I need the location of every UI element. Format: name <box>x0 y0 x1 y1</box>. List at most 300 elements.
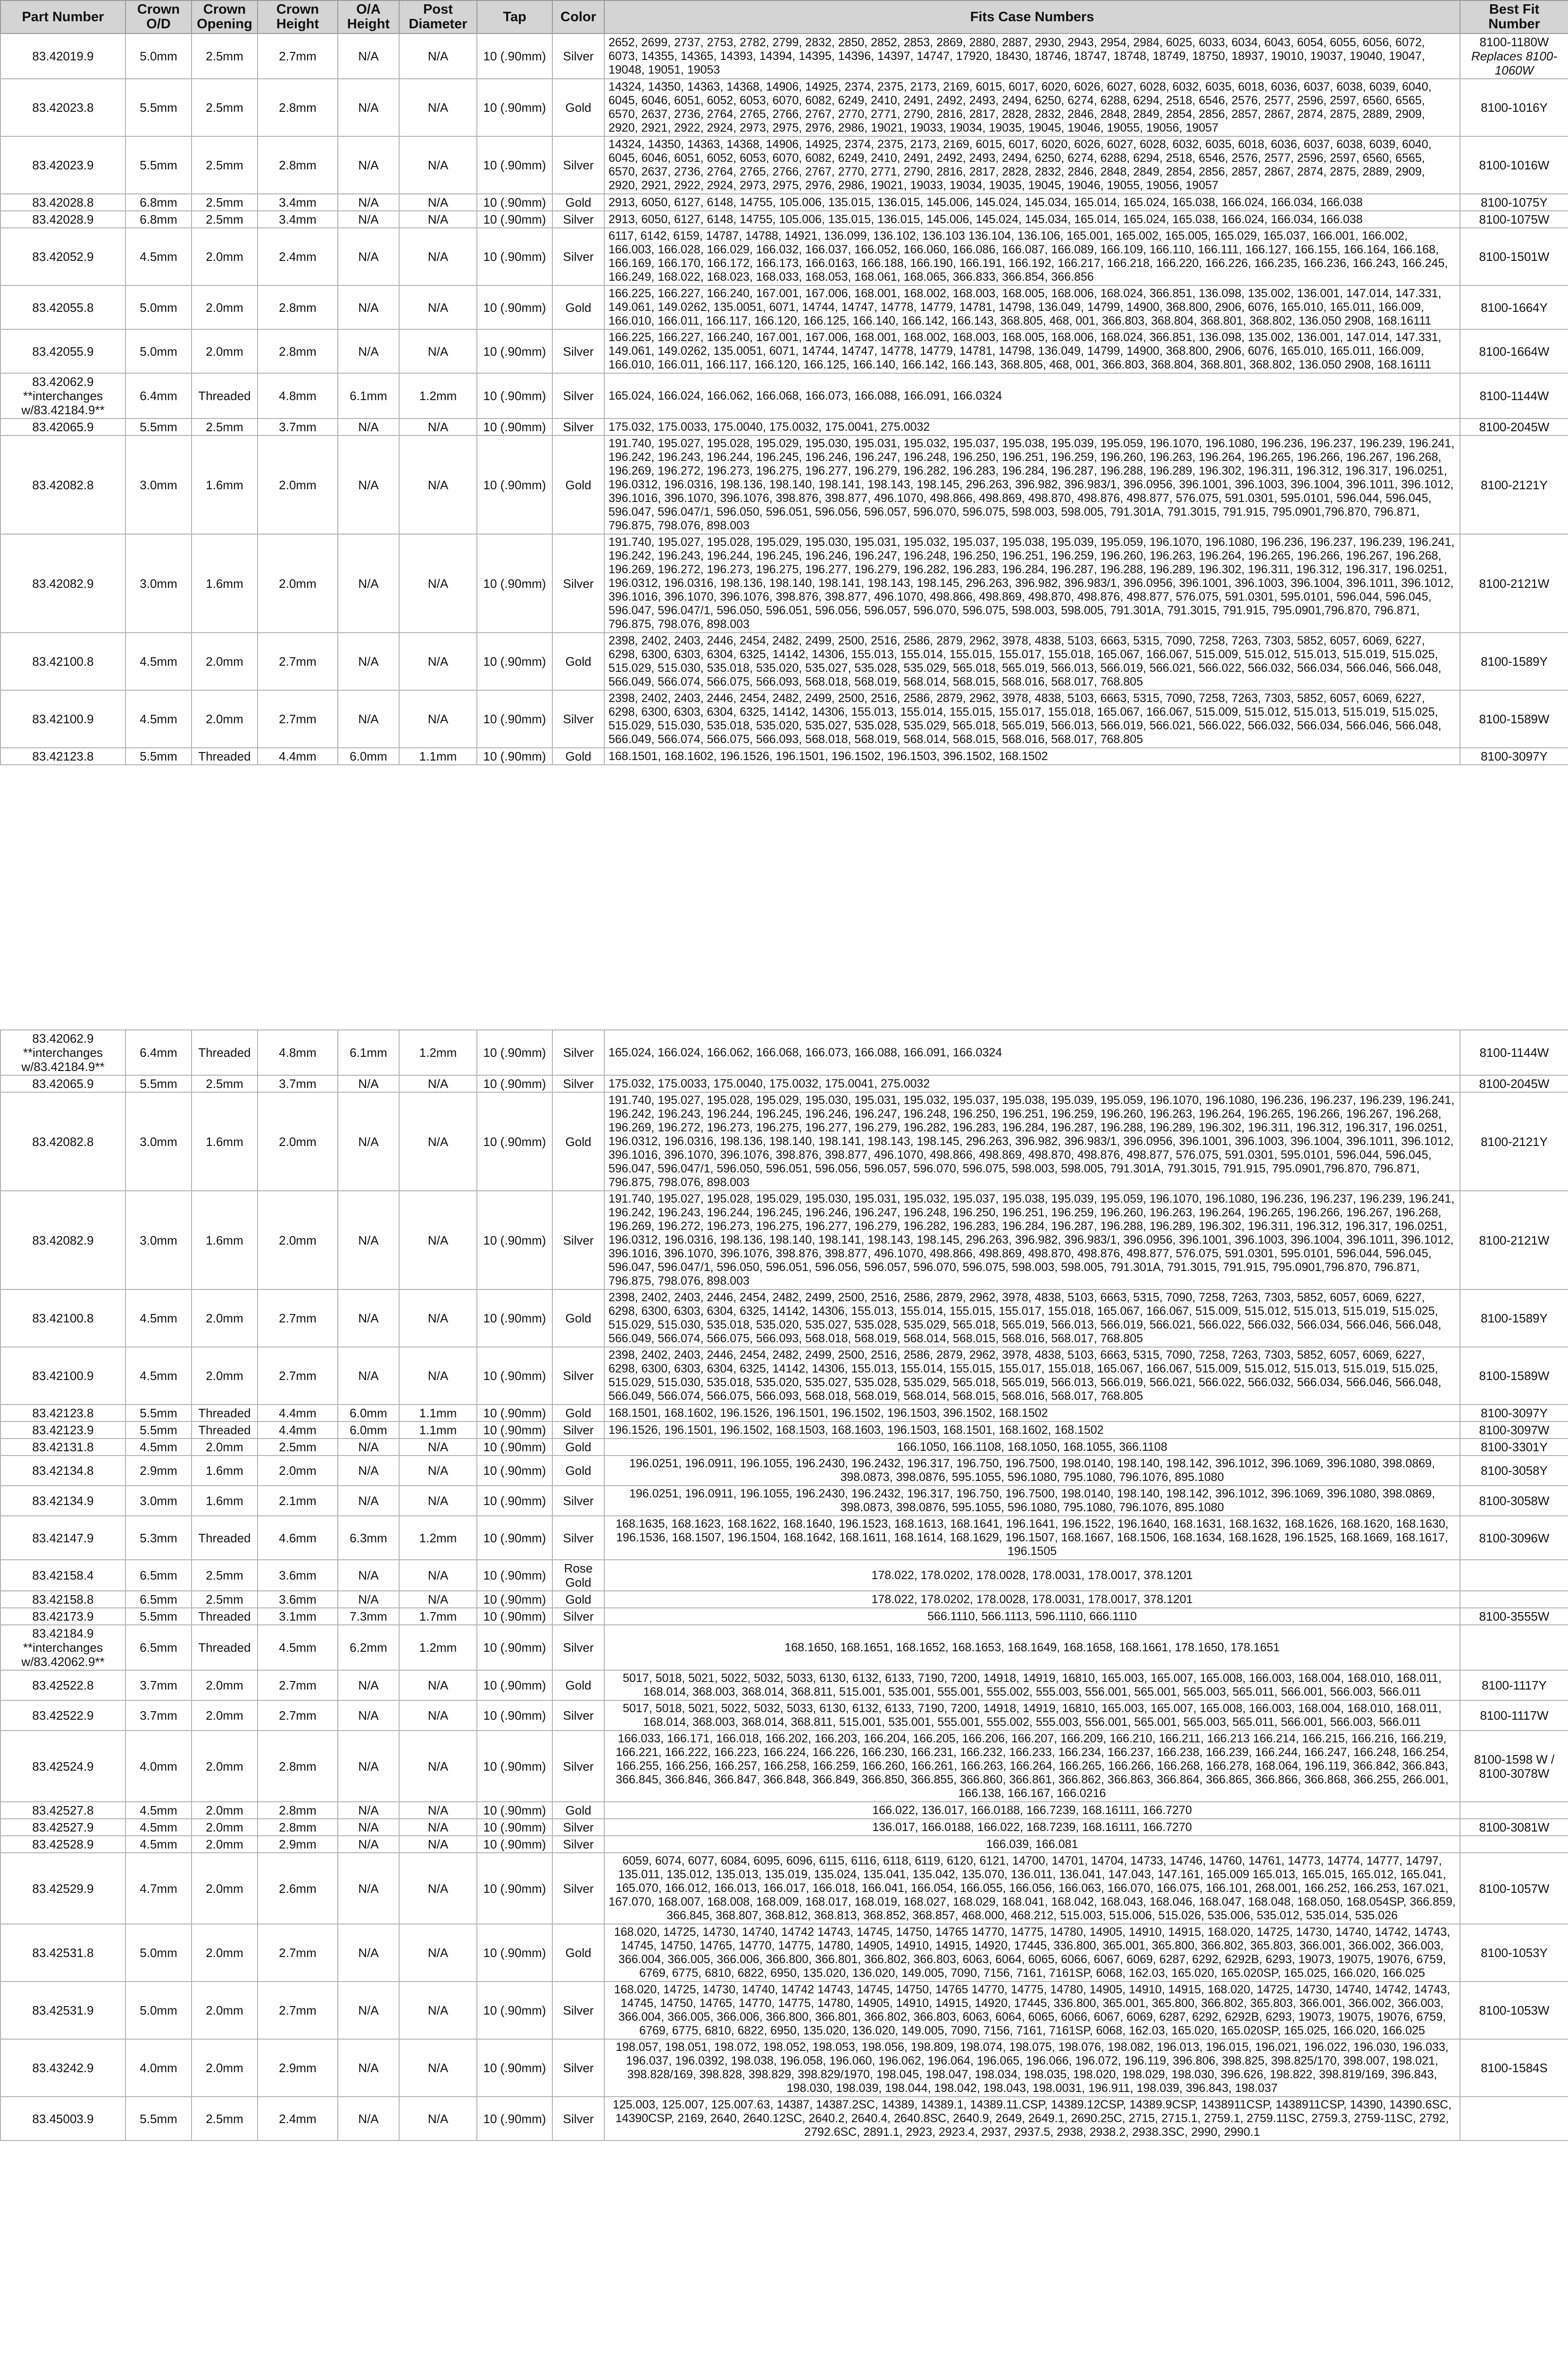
cell-crown-height-text: 4.6mm <box>279 1531 317 1545</box>
cell-crown-opening <box>192 748 258 765</box>
cell-oa-height <box>338 435 399 534</box>
cell-color-text: Silver <box>563 1077 594 1091</box>
cell-crown-opening <box>192 1030 258 1075</box>
cell-tap <box>477 1486 552 1516</box>
cell-part-number <box>0 633 125 690</box>
cell-tap <box>477 33 552 79</box>
cell-crown-od-text: 3.0mm <box>140 1134 177 1149</box>
cell-part-number <box>0 194 125 211</box>
cell-tap-text: 10 (.90mm) <box>483 749 546 763</box>
cell-crown-od <box>125 285 192 329</box>
cell-post-diameter <box>399 2097 477 2141</box>
cell-tap <box>477 1405 552 1422</box>
cell-oa-height-text: N/A <box>358 576 379 591</box>
cell-post-diameter <box>399 285 477 329</box>
cell-post-diameter-text: N/A <box>427 477 449 492</box>
cell-color-text: Gold <box>565 654 592 669</box>
cell-part-number <box>0 1802 125 1819</box>
cell-tap <box>477 633 552 690</box>
cell-crown-opening-text: 2.0mm <box>206 2003 243 2017</box>
cell-part-number-text: 83.42082.9 <box>32 1233 94 1247</box>
cell-tap-text: 10 (.90mm) <box>483 2111 546 2126</box>
cell-post-diameter <box>399 690 477 748</box>
cell-oa-height <box>338 1700 399 1731</box>
cell-best-fit-number <box>1460 1591 1568 1608</box>
cell-oa-height <box>338 228 399 285</box>
cell-fits-case-numbers-text: 196.1526, 196.1501, 196.1502, 168.1503, 168.1603, 196.1503, 168.1501, 168.1602, 168.1502 <box>609 1423 1104 1437</box>
cell-post-diameter <box>399 1439 477 1456</box>
cell-post-diameter <box>399 1700 477 1731</box>
cell-part-number-text: 83.42131.8 <box>32 1440 94 1454</box>
cell-color-text: Gold <box>565 1134 592 1149</box>
table-row <box>0 1836 1568 1853</box>
cell-crown-od <box>125 418 192 435</box>
cell-crown-height-text: 2.8mm <box>279 344 317 359</box>
table-row <box>0 418 1568 435</box>
cell-best-fit-number <box>1460 1924 1568 1982</box>
cell-crown-height <box>258 285 338 329</box>
cell-part-number-text: 83.42100.9 <box>32 1369 94 1383</box>
cell-part-number-text: 83.42527.9 <box>32 1820 94 1834</box>
cell-fits-case-numbers-text: 6117, 6142, 6159, 14787, 14788, 14921, 136.099, 136.102, 136.103 136.104, 136.106, 165.001, 165.002, 165.005, 165.029, 165.037, 166.001, 166.002, 166.003, 166.028, 166.029, 166.032, 166.037, 166.052, 166.060, 166.086, 166.087, 166.089, 166.109, 166.110, 166.111, 166.127, 166.155, 166.164, 166.168, 166.169, 166.170, 166.172, 166.173, 166.0163, 166.188, 166.190, 166.191, 166.192, 166.217, 166.218, 166.220, 166.226, 166.235, 166.236, 166.243, 166.245, 166.249, 168.022, 168.023, 168.033, 168.053, 168.061, 168.065, 366.833, 366.854, 366.856 <box>609 229 1448 284</box>
cell-tap <box>477 1347 552 1405</box>
cell-fits-case-numbers <box>604 136 1460 194</box>
cell-oa-height <box>338 1516 399 1560</box>
cell-fits-case-numbers <box>604 1347 1460 1405</box>
cell-post-diameter-text: N/A <box>427 100 449 115</box>
cell-crown-od-text: 4.5mm <box>140 1311 177 1325</box>
cell-oa-height-text: N/A <box>358 300 379 315</box>
cell-color-text: Silver <box>563 1423 594 1437</box>
header-oa-height: O/A Height <box>338 0 399 33</box>
cell-fits-case-numbers-text: 566.1110, 566.1113, 596.1110, 666.1110 <box>927 1609 1137 1623</box>
cell-fits-case-numbers-text: 168.1635, 168.1623, 168.1622, 168.1640, 196.1523, 168.1613, 168.1641, 196.1641, 196.1522, 196.1640, 168.1631, 168.1632, 168.1626, 168.1620, 168.1630, 196.1536, 168.1507, 196.1504, 168.1642, 168.1611, 168.1614, 168.1629, 196.1507, 168.1667, 168.1506, 168.1634, 168.1628, 196.1525, 168.1669, 168.1617, 196.1505 <box>616 1517 1449 1558</box>
cell-tap <box>477 1030 552 1075</box>
cell-best-fit-number-text: 8100-3555W <box>1479 1609 1550 1623</box>
cell-tap-text: 10 (.90mm) <box>483 1803 546 1817</box>
cell-tap <box>477 1670 552 1700</box>
cell-part-number-text: 83.42082.8 <box>32 477 94 492</box>
cell-best-fit-number <box>1460 534 1568 633</box>
cell-best-fit-number-text: 8100-1589W <box>1479 1369 1550 1383</box>
cell-crown-od <box>125 1924 192 1982</box>
table-row <box>0 2097 1568 2141</box>
cell-tap <box>477 418 552 435</box>
cell-part-number <box>0 1075 125 1092</box>
cell-best-fit-number <box>1460 79 1568 136</box>
cell-crown-opening-text: 2.0mm <box>206 1708 243 1723</box>
cell-fits-case-numbers-text: 6059, 6074, 6077, 6084, 6095, 6096, 6115, 6116, 6118, 6119, 6120, 6121, 14700, 14701, 14704, 14733, 14746, 14760, 14761, 14773, 14774, 14777, 14797, 135.011, 135.012, 135.013, 135.019, 135.024, 135.041, 135.042, 135.070, 136.011, 136.041, 147.043, 147.161, 165.009 165.013, 165.015, 165.012, 165.041, 165.070, 166.012, 166.013, 166.017, 166.018, 166.041, 166.054, 166.055, 166.056, 166.063, 166.070, 166.075, 166.101, 268.001, 166.252, 166.253, 167.021, 167.070, 168.007, 168.008, 168.009, 168.017, 168.019, 168.027, 168.029, 168.041, 168.042, 168.043, 168.046, 168.047, 168.048, 168.050, 168.054SP, 366.859, 366.845, 368.807, 368.812, 368.813, 368.852, 368.857, 468.000, 468.212, 515.003, 515.006, 515.026, 535.006, 535.012, 535.014, 535.026 <box>609 1854 1456 1922</box>
cell-part-number-text: 83.42082.9 <box>32 576 94 591</box>
cell-best-fit-number <box>1460 285 1568 329</box>
cell-crown-od <box>125 1347 192 1405</box>
header-tap: Tap <box>477 0 552 33</box>
table-row <box>0 1075 1568 1092</box>
cell-color-text: Silver <box>563 1820 594 1834</box>
cell-tap-text: 10 (.90mm) <box>483 158 546 172</box>
cell-fits-case-numbers <box>604 1191 1460 1289</box>
cell-best-fit-number-text: 8100-1075W <box>1479 212 1550 226</box>
cell-post-diameter-text: N/A <box>427 1494 449 1508</box>
cell-best-fit-number <box>1460 1819 1568 1836</box>
cell-crown-od-text: 4.5mm <box>140 654 177 669</box>
cell-crown-height-text: 2.7mm <box>279 1708 317 1723</box>
cell-crown-od <box>125 1982 192 2039</box>
cell-tap <box>477 1853 552 1924</box>
cell-crown-opening-text: Threaded <box>198 749 251 763</box>
cell-crown-od-text: 5.0mm <box>140 2003 177 2017</box>
cell-oa-height <box>338 1422 399 1439</box>
cell-post-diameter-text: 1.1mm <box>419 749 457 763</box>
cell-color-text: Silver <box>563 1759 594 1773</box>
table-row <box>0 1191 1568 1289</box>
cell-oa-height-text: N/A <box>358 477 379 492</box>
cell-crown-od-text: 3.0mm <box>140 576 177 591</box>
cell-crown-od-text: 5.5mm <box>140 1406 177 1420</box>
table-section-lower <box>0 1029 1568 2141</box>
cell-color <box>552 534 604 633</box>
cell-crown-height-text: 2.0mm <box>279 477 317 492</box>
cell-crown-od-text: 3.0mm <box>140 1494 177 1508</box>
cell-oa-height-text: 6.1mm <box>350 389 387 403</box>
cell-crown-od-text: 5.5mm <box>140 2111 177 2126</box>
cell-color <box>552 1560 604 1591</box>
cell-crown-od <box>125 1516 192 1560</box>
cell-tap-text: 10 (.90mm) <box>483 1820 546 1834</box>
table-row <box>0 1092 1568 1191</box>
table-row <box>0 1405 1568 1422</box>
cell-crown-opening-text: 1.6mm <box>206 1233 243 1247</box>
cell-crown-od <box>125 1819 192 1836</box>
cell-crown-opening <box>192 33 258 79</box>
cell-crown-height <box>258 534 338 633</box>
cell-post-diameter-text: N/A <box>427 420 449 434</box>
cell-fits-case-numbers <box>604 1591 1460 1608</box>
cell-color-text: Silver <box>563 1494 594 1508</box>
cell-part-number <box>0 285 125 329</box>
cell-best-fit-number-text: 8100-1589Y <box>1481 654 1548 669</box>
cell-post-diameter <box>399 1456 477 1486</box>
cell-fits-case-numbers-text: 175.032, 175.0033, 175.0040, 175.0032, 175.0041, 275.0032 <box>609 420 930 434</box>
cell-oa-height-text: N/A <box>358 1134 379 1149</box>
cell-fits-case-numbers <box>604 1456 1460 1486</box>
cell-crown-od <box>125 1456 192 1486</box>
cell-crown-height <box>258 1405 338 1422</box>
cell-part-number-text: 83.42019.9 <box>32 49 94 63</box>
cell-crown-height <box>258 1191 338 1289</box>
cell-tap-text: 10 (.90mm) <box>483 1311 546 1325</box>
cell-crown-opening <box>192 1422 258 1439</box>
cell-oa-height-text: N/A <box>358 1837 379 1851</box>
cell-part-number <box>0 1422 125 1439</box>
cell-best-fit-number-text: 8100-3096W <box>1479 1531 1550 1545</box>
table-body-upper <box>0 33 1568 765</box>
cell-color-text: Silver <box>563 1837 594 1851</box>
cell-crown-height-text: 4.4mm <box>279 1423 317 1437</box>
cell-crown-opening <box>192 1853 258 1924</box>
cell-fits-case-numbers-text: 5017, 5018, 5021, 5022, 5032, 5033, 6130, 6132, 6133, 7190, 7200, 14918, 14919, 16810, 165.003, 165.007, 165.008, 166.003, 168.004, 168.010, 168.011, 168.014, 368.003, 368.014, 368.811, 515.001, 535.001, 555.001, 555.002, 555.003, 556.001, 565.001, 565.003, 565.011, 566.001, 566.003, 566.011 <box>623 1702 1442 1729</box>
table-row <box>0 1608 1568 1625</box>
header-row <box>0 0 1568 33</box>
cell-crown-height-text: 3.4mm <box>279 195 317 209</box>
table-row <box>0 690 1568 748</box>
cell-post-diameter-text: N/A <box>427 2003 449 2017</box>
cell-crown-height <box>258 1982 338 2039</box>
table-row <box>0 33 1568 79</box>
cell-tap <box>477 1802 552 1819</box>
cell-crown-opening-text: 1.6mm <box>206 1464 243 1478</box>
cell-part-number-text: 83.42527.8 <box>32 1803 94 1817</box>
cell-best-fit-number <box>1460 633 1568 690</box>
cell-post-diameter <box>399 1486 477 1516</box>
table-row <box>0 211 1568 228</box>
cell-best-fit-number <box>1460 1853 1568 1924</box>
cell-tap-text: 10 (.90mm) <box>483 420 546 434</box>
cell-tap-text: 10 (.90mm) <box>483 1423 546 1437</box>
cell-crown-od-text: 3.0mm <box>140 1233 177 1247</box>
cell-crown-height-text: 2.7mm <box>279 2003 317 2017</box>
cell-crown-height-text: 2.7mm <box>279 1311 317 1325</box>
cell-tap-text: 10 (.90mm) <box>483 49 546 63</box>
cell-color <box>552 136 604 194</box>
cell-crown-height <box>258 1347 338 1405</box>
cell-crown-od-text: 5.5mm <box>140 1077 177 1091</box>
cell-color <box>552 2039 604 2097</box>
cell-best-fit-number <box>1460 33 1568 79</box>
cell-crown-opening-text: 2.0mm <box>206 1440 243 1454</box>
cell-color <box>552 1191 604 1289</box>
cell-post-diameter-text: N/A <box>427 344 449 359</box>
cell-tap <box>477 1731 552 1802</box>
cell-oa-height <box>338 194 399 211</box>
cell-post-diameter <box>399 1191 477 1289</box>
cell-part-number <box>0 534 125 633</box>
cell-fits-case-numbers <box>604 228 1460 285</box>
cell-color <box>552 1591 604 1608</box>
cell-crown-opening <box>192 418 258 435</box>
cell-fits-case-numbers-text: 2913, 6050, 6127, 6148, 14755, 105.006, 135.015, 136.015, 145.006, 145.024, 145.034, 165.014, 165.024, 165.038, 166.024, 166.034, 166.038 <box>609 212 1363 226</box>
cell-fits-case-numbers-text: 196.0251, 196.0911, 196.1055, 196.2430, 196.2432, 196.317, 196.750, 196.7500, 198.0140, 198.140, 198.142, 396.1012, 396.1069, 396.1080, 398.0869, 398.0873, 398.0876, 595.1055, 596.1080, 795.1080, 796.1076, 895.1080 <box>629 1457 1435 1484</box>
cell-tap-text: 10 (.90mm) <box>483 477 546 492</box>
cell-crown-od <box>125 1560 192 1591</box>
cell-best-fit-number-text: 8100-2121W <box>1479 576 1550 591</box>
cell-fits-case-numbers-text: 2652, 2699, 2737, 2753, 2782, 2799, 2832, 2850, 2852, 2853, 2869, 2880, 2887, 2930, 2943, 2954, 2984, 6025, 6033, 6034, 6043, 6054, 6055, 6056, 6072, 6073, 14355, 14365, 14393, 14394, 14395, 14396, 14397, 14747, 17920, 18430, 18746, 18747, 18748, 18749, 18750, 18937, 19010, 19037, 19040, 19047, 19048, 19051, 19053 <box>609 35 1425 76</box>
cell-crown-height-text: 2.1mm <box>279 1494 317 1508</box>
cell-fits-case-numbers <box>604 1030 1460 1075</box>
cell-color <box>552 285 604 329</box>
cell-fits-case-numbers <box>604 748 1460 765</box>
cell-best-fit-number <box>1460 1422 1568 1439</box>
cell-tap <box>477 329 552 373</box>
cell-tap <box>477 1608 552 1625</box>
cell-crown-opening-text: 2.5mm <box>206 1077 243 1091</box>
cell-oa-height <box>338 373 399 418</box>
cell-oa-height-text: N/A <box>358 2003 379 2017</box>
cell-best-fit-number <box>1460 1030 1568 1075</box>
cell-crown-height <box>258 79 338 136</box>
cell-tap <box>477 1982 552 2039</box>
cell-oa-height <box>338 1456 399 1486</box>
cell-post-diameter <box>399 1347 477 1405</box>
cell-part-number-text: 83.42100.8 <box>32 1311 94 1325</box>
cell-color <box>552 1731 604 1802</box>
cell-crown-od-text: 4.0mm <box>140 2061 177 2075</box>
cell-color <box>552 1608 604 1625</box>
cell-crown-height-text: 3.6mm <box>279 1568 317 1582</box>
cell-best-fit-number <box>1460 1456 1568 1486</box>
cell-color-text: Silver <box>563 2061 594 2075</box>
cell-oa-height-text: N/A <box>358 1494 379 1508</box>
cell-crown-opening-text: Threaded <box>198 1423 251 1437</box>
cell-tap-text: 10 (.90mm) <box>483 1592 546 1606</box>
cell-crown-height-text: 3.7mm <box>279 1077 317 1091</box>
cell-crown-opening <box>192 1486 258 1516</box>
cell-tap <box>477 285 552 329</box>
cell-crown-opening-text: 2.0mm <box>206 712 243 726</box>
cell-best-fit-number <box>1460 136 1568 194</box>
table-row <box>0 633 1568 690</box>
cell-part-number <box>0 1289 125 1347</box>
cell-crown-opening-text: 2.0mm <box>206 1678 243 1692</box>
cell-best-fit-number-text: 8100-3058W <box>1479 1494 1550 1508</box>
cell-oa-height <box>338 33 399 79</box>
cell-post-diameter-text: N/A <box>427 1077 449 1091</box>
cell-post-diameter <box>399 1982 477 2039</box>
cell-oa-height <box>338 1924 399 1982</box>
cell-oa-height-text: N/A <box>358 1077 379 1091</box>
cell-best-fit-number <box>1460 1700 1568 1731</box>
cell-crown-opening-text: Threaded <box>198 1046 251 1060</box>
cell-crown-height-text: 3.4mm <box>279 212 317 226</box>
cell-oa-height-text: N/A <box>358 1440 379 1454</box>
cell-crown-height-text: 2.7mm <box>279 654 317 669</box>
cell-post-diameter <box>399 1731 477 1802</box>
cell-tap <box>477 1456 552 1486</box>
cell-best-fit-number <box>1460 211 1568 228</box>
cell-tap <box>477 1075 552 1092</box>
cell-tap <box>477 1625 552 1670</box>
cell-oa-height <box>338 1030 399 1075</box>
cell-fits-case-numbers-text: 14324, 14350, 14363, 14368, 14906, 14925, 2374, 2375, 2173, 2169, 6015, 6017, 6020, 6026, 6027, 6028, 6032, 6035, 6018, 6036, 6037, 6038, 6039, 6040, 6045, 6046, 6051, 6052, 6053, 6070, 6082, 6249, 2410, 2491, 2492, 2493, 2494, 6250, 6274, 6288, 6294, 2518, 6546, 2576, 2577, 2596, 2597, 6560, 6565, 6570, 2637, 2736, 2764, 2765, 2766, 2767, 2770, 2771, 2790, 2816, 2817, 2828, 2832, 2846, 2848, 2849, 2854, 2856, 2857, 2867, 2874, 2875, 2889, 2909, 2920, 2921, 2922, 2924, 2973, 2975, 2976, 2986, 19021, 19033, 19034, 19035, 19045, 19046, 19055, 19056, 19057 <box>609 80 1432 134</box>
cell-color <box>552 1347 604 1405</box>
cell-crown-height <box>258 435 338 534</box>
cell-color-text: Silver <box>563 212 594 226</box>
cell-fits-case-numbers-text: 166.039, 166.081 <box>986 1837 1078 1851</box>
cell-oa-height <box>338 748 399 765</box>
cell-part-number-text: 83.42524.9 <box>32 1759 94 1773</box>
cell-tap-text: 10 (.90mm) <box>483 250 546 264</box>
cell-crown-od <box>125 2097 192 2141</box>
cell-best-fit-number-text: 8100-3097Y <box>1481 1406 1548 1420</box>
cell-color-text: Silver <box>563 1640 594 1655</box>
cell-crown-opening <box>192 1982 258 2039</box>
cell-crown-height-text: 2.5mm <box>279 1440 317 1454</box>
cell-crown-opening <box>192 1516 258 1560</box>
cell-post-diameter-text: N/A <box>427 1708 449 1723</box>
cell-best-fit-number-text: 8100-1589W <box>1479 712 1550 726</box>
cell-color-text: Gold <box>565 1464 592 1478</box>
cell-crown-od-text: 5.5mm <box>140 1423 177 1437</box>
cell-crown-height <box>258 136 338 194</box>
cell-part-number-text: 83.42184.9 **interchanges w/83.42062.9** <box>21 1626 105 1669</box>
cell-tap-text: 10 (.90mm) <box>483 344 546 359</box>
cell-crown-od-text: 5.5mm <box>140 1609 177 1623</box>
cell-oa-height-text: 6.2mm <box>350 1640 387 1655</box>
table-row <box>0 1289 1568 1347</box>
cell-crown-height <box>258 2097 338 2141</box>
cell-crown-opening-text: 2.0mm <box>206 1369 243 1383</box>
cell-fits-case-numbers <box>604 1092 1460 1191</box>
cell-crown-opening <box>192 1819 258 1836</box>
cell-oa-height <box>338 690 399 748</box>
cell-best-fit-number-text: 8100-1053W <box>1479 2003 1550 2017</box>
cell-tap-text: 10 (.90mm) <box>483 1233 546 1247</box>
cell-oa-height <box>338 1560 399 1591</box>
cell-fits-case-numbers-text: 125.003, 125.007, 125.007.63, 14387, 14387.2SC, 14389, 14389.1, 14389.11.CSP, 14389.12CSP, 14389.9CSP, 1438911CSP, 1438911CSP, 14390, 14390.6SC, 14390CSP, 2169, 2640, 2640.12SC, 2640.2, 2640.4, 2640.8SC, 2640.9, 2649, 2649.1, 2690.25C, 2715, 2715.1, 2759.1, 2759.11SC, 2759.3, 2759-11SC, 2792, 2792.6SC, 2891.1, 2923, 2923.4, 2937, 2937.5, 2938, 2938.2, 2938.3SC, 2990, 2990.1 <box>612 2098 1452 2139</box>
cell-post-diameter <box>399 1625 477 1670</box>
cell-fits-case-numbers <box>604 33 1460 79</box>
cell-crown-opening-text: 1.6mm <box>206 1134 243 1149</box>
cell-part-number <box>0 1982 125 2039</box>
cell-best-fit-number <box>1460 2097 1568 2141</box>
cell-fits-case-numbers-text: 168.1501, 168.1602, 196.1526, 196.1501, 196.1502, 196.1503, 396.1502, 168.1502 <box>609 1406 1048 1420</box>
cell-crown-height-text: 2.8mm <box>279 1803 317 1817</box>
cell-crown-opening <box>192 136 258 194</box>
cell-tap-text: 10 (.90mm) <box>483 1678 546 1692</box>
cell-part-number-text: 83.42028.8 <box>32 195 94 209</box>
cell-oa-height <box>338 1608 399 1625</box>
cell-best-fit-number <box>1460 1347 1568 1405</box>
cell-best-fit-number-text: 8100-1117W <box>1480 1708 1549 1723</box>
cell-fits-case-numbers-text: 5017, 5018, 5021, 5022, 5032, 5033, 6130, 6132, 6133, 7190, 7200, 14918, 14919, 16810, 165.003, 165.007, 165.008, 166.003, 168.004, 168.010, 168.011, 168.014, 368.003, 368.014, 368.811, 515.001, 535.001, 555.001, 555.002, 555.003, 556.001, 565.001, 565.003, 565.011, 566.001, 566.003, 566.011 <box>623 1672 1442 1698</box>
cell-best-fit-number <box>1460 1982 1568 2039</box>
cell-color-text: Gold <box>565 477 592 492</box>
cell-crown-opening-text: Threaded <box>198 1531 251 1545</box>
cell-fits-case-numbers <box>604 1625 1460 1670</box>
cell-oa-height <box>338 1819 399 1836</box>
cell-post-diameter-text: 1.7mm <box>419 1609 457 1623</box>
cell-post-diameter <box>399 435 477 534</box>
cell-part-number <box>0 1405 125 1422</box>
cell-color-text: Gold <box>565 100 592 115</box>
cell-crown-opening <box>192 79 258 136</box>
cell-crown-opening <box>192 285 258 329</box>
cell-color-text: Silver <box>563 344 594 359</box>
cell-fits-case-numbers-text: 166.225, 166.227, 166.240, 167.001, 167.006, 168.001, 168.002, 168.003, 168.005, 168.006, 168.024, 366.851, 136.098, 135.002, 136.001, 147.014, 147.331, 149.061, 149.0262, 135.0051, 6071, 14744, 14747, 14778, 14779, 14781, 14798, 136.049, 14799, 14900, 368.800, 2906, 6076, 165.010, 165.011, 166.009, 166.010, 166.011, 166.117, 166.120, 166.125, 166.140, 166.142, 166.143, 368.805, 468, 001, 366.803, 368.804, 368.801, 368.802, 136.050 2908, 168.16111 <box>609 287 1442 327</box>
cell-crown-height <box>258 1853 338 1924</box>
cell-crown-height <box>258 1486 338 1516</box>
cell-tap <box>477 1516 552 1560</box>
cell-color <box>552 329 604 373</box>
cell-crown-od <box>125 79 192 136</box>
cell-fits-case-numbers-text: 166.033, 166.171, 166.018, 166.202, 166.203, 166.204, 166.205, 166.206, 166.207, 166.209, 166.210, 166.211, 166.213 166.214, 166.215, 166.216, 166.219, 166.221, 166.222, 166.223, 166.224, 166.226, 166.230, 166.231, 166.232, 166.233, 166.234, 166.237, 166.238, 166.239, 166.244, 166.247, 166.248, 166.254, 166.255, 166.256, 166.257, 166.258, 166.259, 166.260, 166.261, 166.263, 166.264, 166.265, 166.266, 166.268, 166.278, 168.064, 196.119, 366.842, 366.843, 366.845, 366.846, 366.847, 366.848, 366.849, 366.850, 366.855, 366.860, 366.861, 366.862, 366.863, 366.864, 366.865, 366.866, 366.868, 366.255, 266.001, 166.138, 166.167, 166.0216 <box>616 1732 1449 1800</box>
cell-crown-height <box>258 1092 338 1191</box>
cell-part-number <box>0 136 125 194</box>
cell-post-diameter-text: N/A <box>427 1678 449 1692</box>
cell-best-fit-number-text: 8100-2045W <box>1479 1077 1550 1091</box>
cell-crown-od <box>125 1591 192 1608</box>
cell-crown-height-text: 2.8mm <box>279 158 317 172</box>
cell-oa-height <box>338 534 399 633</box>
cell-tap-text: 10 (.90mm) <box>483 1440 546 1454</box>
cell-crown-height-text: 2.4mm <box>279 2111 317 2126</box>
cell-fits-case-numbers <box>604 1608 1460 1625</box>
cell-crown-height <box>258 228 338 285</box>
cell-crown-height-text: 2.0mm <box>279 1134 317 1149</box>
cell-oa-height-text: N/A <box>358 1881 379 1896</box>
cell-color <box>552 1075 604 1092</box>
cell-part-number-text: 83.42100.9 <box>32 712 94 726</box>
